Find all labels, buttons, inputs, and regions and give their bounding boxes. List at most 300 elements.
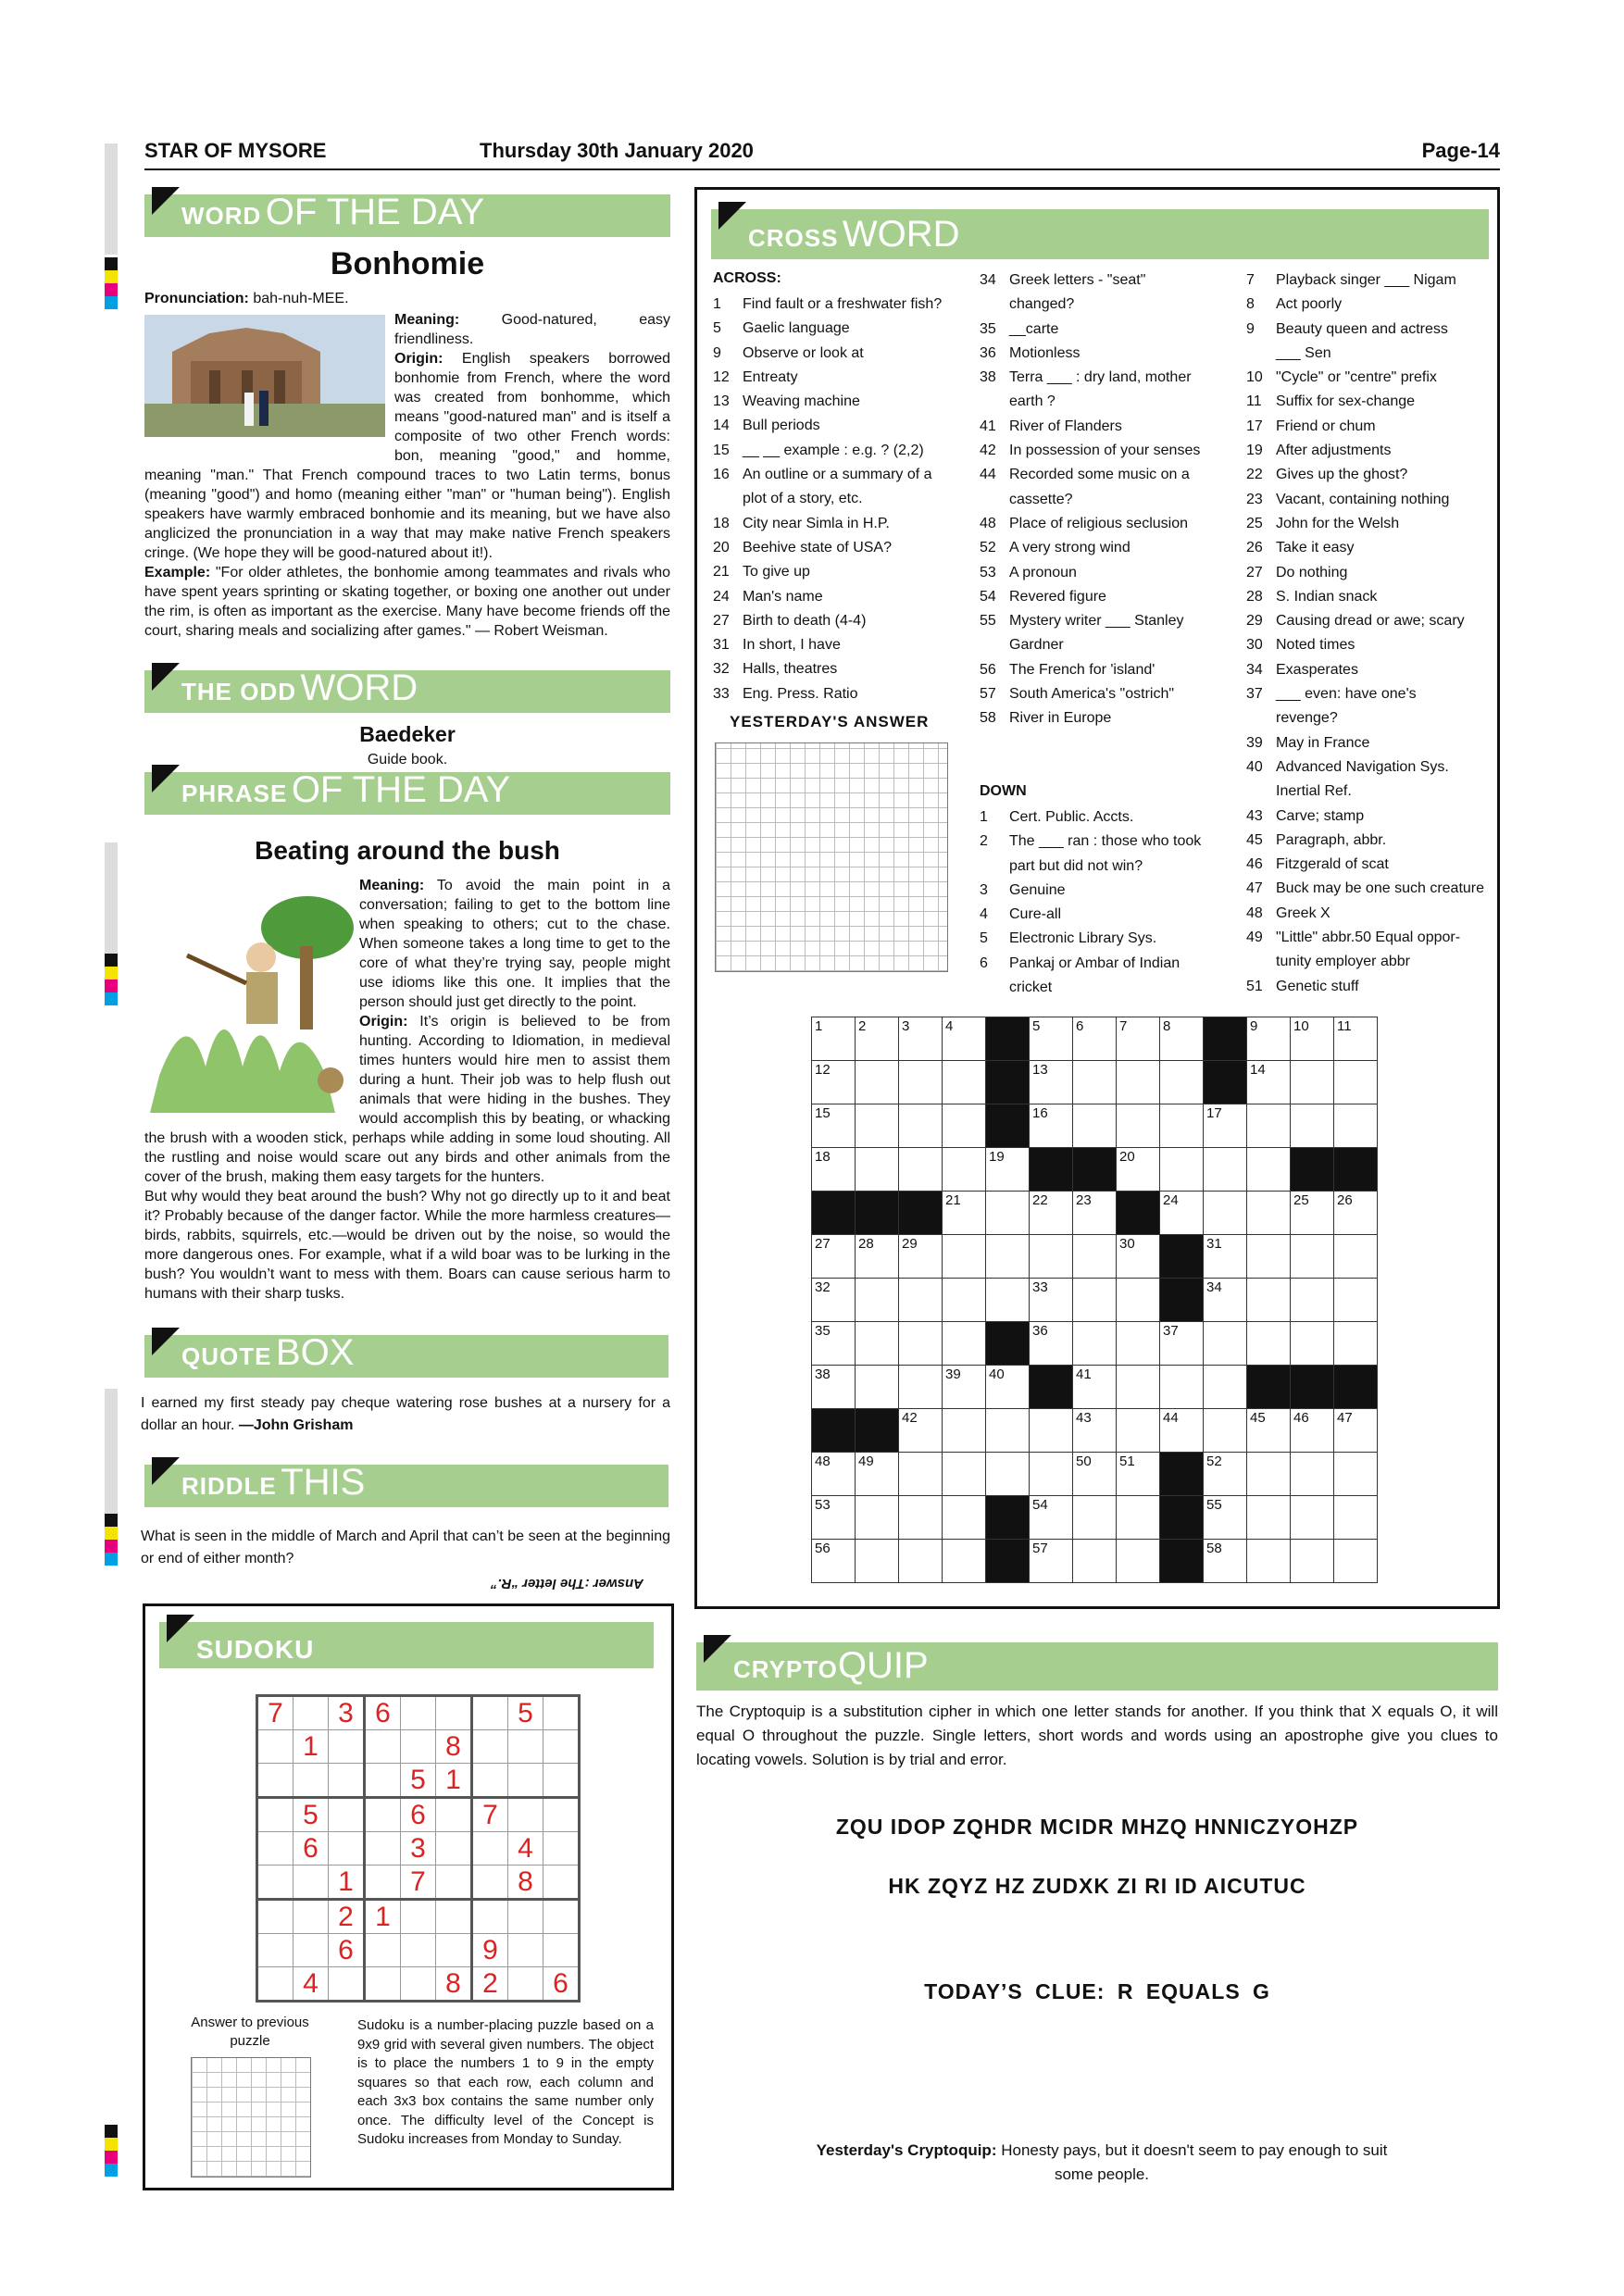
crossword-cell[interactable] (986, 1409, 1030, 1453)
riddle-heading (144, 1462, 668, 1507)
crossword-cell[interactable] (1030, 1235, 1073, 1279)
clue-number: 37 (1246, 686, 1263, 703)
clue-number: 47 (1246, 880, 1263, 897)
crossword-grid (811, 1017, 1378, 1583)
sudoku-cell[interactable]: 5 (401, 1764, 436, 1798)
crossword-cell[interactable] (1030, 1496, 1073, 1540)
sudoku-cell[interactable] (401, 1967, 436, 2002)
sudoku-cell[interactable]: 3 (401, 1832, 436, 1866)
sudoku-cell[interactable] (436, 1798, 472, 1832)
clue-text: Playback singer ___ Nigam (1276, 272, 1456, 288)
crossword-cell[interactable] (899, 1496, 943, 1540)
clue-item (713, 390, 961, 414)
sudoku-cell[interactable] (508, 1900, 543, 1934)
clue-item (713, 463, 961, 487)
crossword-cell[interactable] (986, 1235, 1030, 1279)
sudoku-cell[interactable]: 5 (508, 1696, 543, 1730)
crossword-cell[interactable] (1247, 1061, 1291, 1104)
clue-item (980, 293, 1235, 317)
crossword-cell[interactable] (1204, 1235, 1247, 1279)
cell-number: 23 (1076, 1192, 1092, 1208)
sudoku-row (257, 1696, 580, 1730)
crossword-cell[interactable] (1334, 1235, 1378, 1279)
crossword-cell[interactable] (1160, 1061, 1204, 1104)
sudoku-cell[interactable]: 7 (472, 1798, 508, 1832)
crossword-cell[interactable] (812, 1017, 856, 1061)
sudoku-cell[interactable]: 2 (472, 1967, 508, 2002)
crossword-cell[interactable] (1160, 1322, 1204, 1366)
sudoku-cell[interactable] (365, 1764, 401, 1798)
crossword-cell[interactable] (1073, 1235, 1117, 1279)
sudoku-cell[interactable] (508, 1934, 543, 1967)
sudoku-cell[interactable] (436, 1934, 472, 1967)
crossword-cell[interactable] (1334, 1409, 1378, 1453)
crossword-cell[interactable] (1247, 1104, 1291, 1148)
crossword-cell[interactable] (1247, 1453, 1291, 1496)
crossword-cell[interactable] (812, 1322, 856, 1366)
crossword-cell[interactable] (812, 1540, 856, 1583)
phrase-origin: It’s origin is believed to be from hunting. According to Idiomation, in medieval times hunters would hire men to assist them during a hunt. Their job was to help flush out animals that were hiding in the bushes. They would accomplish this by beating, or whacking the brush with a wooden stick, perhaps while adding in some loud shouting. All the rustling and noise would scare out any birds and other animals from the cover of the brush, making them easy targets for the hunters. (144, 1014, 670, 1185)
sudoku-cell[interactable] (257, 1967, 294, 2002)
sudoku-cell[interactable] (329, 1764, 365, 1798)
crossword-cell[interactable] (856, 1322, 899, 1366)
crossword-cell[interactable] (1160, 1192, 1204, 1235)
sudoku-cell[interactable] (472, 1696, 508, 1730)
sudoku-cell[interactable]: 4 (508, 1832, 543, 1866)
crossword-cell[interactable] (1117, 1322, 1160, 1366)
word-of-day-heading (144, 194, 670, 237)
crossword-cell[interactable] (943, 1017, 986, 1061)
sudoku-cell[interactable] (472, 1866, 508, 1900)
crossword-cell[interactable] (899, 1453, 943, 1496)
cell-number: 44 (1163, 1410, 1179, 1426)
clue-text: Do nothing (1276, 564, 1348, 580)
crossword-cell[interactable] (943, 1148, 986, 1192)
clue-number: 45 (1246, 831, 1263, 848)
cell-number: 54 (1032, 1497, 1048, 1513)
clue-text: Halls, theatres (743, 661, 838, 678)
crossword-cell[interactable] (856, 1017, 899, 1061)
sudoku-cell[interactable] (436, 1866, 472, 1900)
sudoku-cell[interactable]: 1 (365, 1900, 401, 1934)
crossword-cell[interactable] (986, 1148, 1030, 1192)
heading-large: BOX (275, 1332, 355, 1373)
crossword-cell[interactable] (856, 1496, 899, 1540)
sudoku-cell[interactable] (508, 1967, 543, 2002)
sudoku-cell[interactable] (472, 1900, 508, 1934)
clue-text: John for the Welsh (1276, 515, 1400, 531)
cell-number: 35 (815, 1323, 831, 1339)
sudoku-cell[interactable] (508, 1764, 543, 1798)
clue-text: Recorded some music on a (1009, 467, 1190, 483)
crossword-cell[interactable] (1204, 1540, 1247, 1583)
sudoku-cell[interactable] (436, 1696, 472, 1730)
crossword-cell[interactable] (1117, 1104, 1160, 1148)
crossword-cell[interactable] (1334, 1496, 1378, 1540)
clue-item (980, 366, 1235, 390)
crossword-cell[interactable] (1073, 1279, 1117, 1322)
sudoku-cell[interactable]: 7 (257, 1696, 294, 1730)
crossword-cell[interactable] (943, 1322, 986, 1366)
cell-number: 41 (1076, 1366, 1092, 1382)
crossword-cell[interactable] (1160, 1104, 1204, 1148)
crossword-cell[interactable] (943, 1366, 986, 1409)
crossword-cell[interactable] (899, 1540, 943, 1583)
crossword-cell[interactable] (899, 1104, 943, 1148)
crossword-cell[interactable] (1073, 1322, 1117, 1366)
crossword-cell[interactable] (1334, 1017, 1378, 1061)
crossword-cell[interactable] (1030, 1192, 1073, 1235)
clue-text: Carve; stamp (1276, 807, 1365, 824)
cryptoquip-heading (696, 1642, 1498, 1691)
crossword-cell[interactable] (1073, 1017, 1117, 1061)
crossword-cell[interactable] (1291, 1061, 1334, 1104)
sudoku-cell[interactable] (543, 1798, 580, 1832)
crossword-cell[interactable] (1334, 1279, 1378, 1322)
sudoku-cell[interactable]: 8 (436, 1967, 472, 2002)
crossword-cell[interactable] (812, 1148, 856, 1192)
clues-col1 (713, 293, 961, 706)
crossword-cell[interactable] (899, 1235, 943, 1279)
crossword-cell[interactable] (1291, 1104, 1334, 1148)
sudoku-cell[interactable]: 6 (401, 1798, 436, 1832)
crossword-cell[interactable] (1247, 1496, 1291, 1540)
crossword-cell[interactable] (856, 1453, 899, 1496)
sudoku-cell[interactable]: 5 (294, 1798, 329, 1832)
crossword-cell[interactable] (1204, 1148, 1247, 1192)
crossword-cell[interactable] (856, 1104, 899, 1148)
crossword-cell[interactable] (899, 1322, 943, 1366)
crossword-cell[interactable] (1204, 1453, 1247, 1496)
crossword-cell[interactable] (856, 1279, 899, 1322)
crossword-row (812, 1322, 1378, 1366)
clue-text: South America's "ostrich" (1009, 686, 1175, 703)
clue-item (1246, 755, 1493, 780)
crossword-cell[interactable] (1117, 1366, 1160, 1409)
sudoku-cell[interactable] (294, 1900, 329, 1934)
clue-item (980, 706, 1235, 730)
clue-item (980, 879, 1235, 903)
crossword-cell[interactable] (943, 1061, 986, 1104)
crossword-cell[interactable] (1247, 1017, 1291, 1061)
crossword-cell[interactable] (1030, 1061, 1073, 1104)
crossword-cell[interactable] (1117, 1496, 1160, 1540)
crossword-cell[interactable] (1291, 1279, 1334, 1322)
sudoku-cell[interactable]: 4 (294, 1967, 329, 2002)
crossword-cell[interactable] (1334, 1540, 1378, 1583)
crossword-cell[interactable] (856, 1148, 899, 1192)
crossword-cell[interactable] (812, 1366, 856, 1409)
crossword-cell[interactable] (1030, 1279, 1073, 1322)
crossword-cell[interactable] (899, 1061, 943, 1104)
crossword-row (812, 1540, 1378, 1583)
down-title: DOWN (980, 783, 1027, 799)
sudoku-cell[interactable] (436, 1832, 472, 1866)
sudoku-cell[interactable] (543, 1934, 580, 1967)
sudoku-cell[interactable]: 6 (294, 1832, 329, 1866)
crossword-cell[interactable] (899, 1017, 943, 1061)
crossword-cell[interactable] (1204, 1409, 1247, 1453)
sudoku-cell[interactable]: 3 (329, 1696, 365, 1730)
clue-item (980, 633, 1235, 657)
sudoku-cell[interactable]: 6 (365, 1696, 401, 1730)
crossword-cell[interactable] (1291, 1453, 1334, 1496)
clue-number: 44 (980, 467, 996, 483)
crossword-cell[interactable] (1291, 1496, 1334, 1540)
crossword-cell[interactable] (943, 1192, 986, 1235)
clue-item (713, 487, 961, 511)
sudoku-cell[interactable] (365, 1832, 401, 1866)
cell-number: 56 (815, 1541, 831, 1556)
crossword-cell[interactable] (943, 1104, 986, 1148)
crossword-cell[interactable] (1160, 1409, 1204, 1453)
sudoku-cell[interactable] (472, 1730, 508, 1764)
clue-text: "Little" abbr.50 Equal oppor- (1276, 930, 1461, 946)
crossword-cell[interactable] (1030, 1409, 1073, 1453)
clue-item (1246, 853, 1493, 877)
clue-item (980, 927, 1235, 951)
crossword-cell[interactable] (1160, 1017, 1204, 1061)
odd-word-heading (144, 670, 670, 713)
crossword-cell[interactable] (1247, 1540, 1291, 1583)
clue-text: May in France (1276, 734, 1370, 751)
sudoku-cell[interactable]: 6 (543, 1967, 580, 2002)
clue-text: Birth to death (4-4) (743, 612, 867, 629)
cell-number: 24 (1163, 1192, 1179, 1208)
crossword-cell[interactable] (943, 1409, 986, 1453)
crossword-cell[interactable] (1247, 1148, 1291, 1192)
sudoku-cell[interactable] (294, 1764, 329, 1798)
crossword-cell[interactable] (986, 1366, 1030, 1409)
sudoku-cell[interactable]: 2 (329, 1900, 365, 1934)
crossword-cell[interactable] (1247, 1279, 1291, 1322)
sudoku-cell[interactable]: 8 (508, 1866, 543, 1900)
clue-item (980, 488, 1235, 512)
crossword-cell[interactable] (1117, 1453, 1160, 1496)
crossword-cell[interactable] (986, 1279, 1030, 1322)
crossword-cell[interactable] (1247, 1322, 1291, 1366)
crossword-cell[interactable] (1291, 1017, 1334, 1061)
sudoku-cell[interactable] (543, 1866, 580, 1900)
crossword-row (812, 1279, 1378, 1322)
sudoku-cell[interactable]: 1 (294, 1730, 329, 1764)
crossword-cell[interactable] (1117, 1017, 1160, 1061)
crossword-cell[interactable] (1073, 1192, 1117, 1235)
cell-number: 33 (1032, 1279, 1048, 1295)
clue-text: A pronoun (1009, 564, 1077, 580)
crossword-cell[interactable] (1334, 1061, 1378, 1104)
clue-item (1246, 902, 1493, 926)
crossword-cell[interactable] (1073, 1496, 1117, 1540)
crossword-cell[interactable] (899, 1409, 943, 1453)
crossword-cell[interactable] (1117, 1540, 1160, 1583)
crossword-cell[interactable] (812, 1235, 856, 1279)
crossword-cell[interactable] (856, 1540, 899, 1583)
sudoku-cell[interactable] (508, 1798, 543, 1832)
sudoku-cell[interactable] (294, 1934, 329, 1967)
clue-number: 56 (980, 661, 996, 678)
clue-number: 48 (980, 515, 996, 531)
crossword-cell[interactable] (1073, 1061, 1117, 1104)
clue-number: 57 (980, 686, 996, 703)
crossword-cell[interactable] (1334, 1104, 1378, 1148)
crossword-cell[interactable] (899, 1366, 943, 1409)
crossword-cell[interactable] (899, 1279, 943, 1322)
crossword-cell[interactable] (856, 1061, 899, 1104)
sudoku-cell[interactable] (294, 1696, 329, 1730)
cell-number: 2 (858, 1018, 867, 1034)
sudoku-cell[interactable] (365, 1967, 401, 2002)
sudoku-cell[interactable] (257, 1730, 294, 1764)
registration-marks-4 (105, 2125, 118, 2177)
crossword-cell[interactable] (1291, 1192, 1334, 1235)
sudoku-cell[interactable] (257, 1866, 294, 1900)
sudoku-cell[interactable] (365, 1798, 401, 1832)
crossword-cell[interactable] (1204, 1104, 1247, 1148)
sudoku-cell[interactable] (401, 1730, 436, 1764)
sudoku-cell[interactable] (365, 1934, 401, 1967)
crossword-cell[interactable] (1073, 1453, 1117, 1496)
clue-item (713, 536, 961, 560)
sudoku-cell[interactable] (543, 1900, 580, 1934)
crossword-cell[interactable] (943, 1496, 986, 1540)
sudoku-cell[interactable] (257, 1900, 294, 1934)
sudoku-cell[interactable] (436, 1900, 472, 1934)
sudoku-cell[interactable] (257, 1934, 294, 1967)
crossword-block (1204, 1061, 1247, 1104)
crossword-cell[interactable] (1160, 1148, 1204, 1192)
sudoku-cell[interactable] (543, 1730, 580, 1764)
crossword-cell[interactable] (899, 1148, 943, 1192)
sudoku-cell[interactable] (401, 1696, 436, 1730)
crossword-cell[interactable] (1030, 1540, 1073, 1583)
clue-item (1246, 561, 1493, 585)
crossword-cell[interactable] (856, 1235, 899, 1279)
clue-number: 53 (980, 564, 996, 580)
cryptoquip-line2: HK ZQYZ HZ ZUDXK ZI RI ID AICUTUC (888, 1874, 1306, 1898)
riddle-answer: Answer :The letter “R.” (491, 1576, 644, 1591)
crossword-block (1160, 1453, 1204, 1496)
crossword-cell[interactable] (943, 1235, 986, 1279)
sudoku-cell[interactable] (365, 1866, 401, 1900)
crossword-cell[interactable] (1291, 1409, 1334, 1453)
sudoku-cell[interactable] (329, 1730, 365, 1764)
registration-strip-mid (105, 842, 118, 954)
clue-text: plot of a story, etc. (743, 491, 863, 507)
cell-number: 28 (858, 1236, 874, 1252)
crossword-cell[interactable] (1117, 1279, 1160, 1322)
crossword-cell[interactable] (1247, 1409, 1291, 1453)
sudoku-cell[interactable]: 8 (436, 1730, 472, 1764)
crossword-cell[interactable] (1117, 1061, 1160, 1104)
crossword-cell[interactable] (1117, 1235, 1160, 1279)
crossword-cell[interactable] (812, 1104, 856, 1148)
sudoku-cell[interactable]: 1 (436, 1764, 472, 1798)
sudoku-cell[interactable] (365, 1730, 401, 1764)
clue-item (980, 805, 1235, 830)
crossword-cell[interactable] (986, 1192, 1030, 1235)
clue-number: 27 (1246, 564, 1263, 580)
crossword-cell[interactable] (943, 1279, 986, 1322)
sudoku-cell[interactable] (329, 1967, 365, 2002)
crossword-cell[interactable] (1204, 1322, 1247, 1366)
clue-item (980, 463, 1235, 487)
crossword-cell[interactable] (812, 1496, 856, 1540)
sudoku-cell[interactable] (472, 1832, 508, 1866)
crossword-cell[interactable] (1291, 1322, 1334, 1366)
sudoku-cell[interactable] (543, 1696, 580, 1730)
sudoku-cell[interactable] (257, 1832, 294, 1866)
sudoku-cell[interactable] (543, 1764, 580, 1798)
crossword-cell[interactable] (1291, 1235, 1334, 1279)
sudoku-cell[interactable]: 7 (401, 1866, 436, 1900)
sudoku-cell[interactable]: 9 (472, 1934, 508, 1967)
prev-answer-label: Answer to previous puzzle (191, 2015, 309, 2049)
crossword-cell[interactable] (1030, 1017, 1073, 1061)
crossword-cell[interactable] (1291, 1540, 1334, 1583)
sudoku-cell[interactable] (472, 1764, 508, 1798)
clue-text: revenge? (1276, 710, 1338, 727)
crossword-cell[interactable] (856, 1366, 899, 1409)
sudoku-cell[interactable] (257, 1798, 294, 1832)
clue-number: 55 (980, 613, 996, 630)
crossword-cell[interactable] (1204, 1496, 1247, 1540)
crossword-cell[interactable] (1247, 1192, 1291, 1235)
crossword-block (1160, 1279, 1204, 1322)
crossword-cell[interactable] (1334, 1192, 1378, 1235)
sudoku-cell[interactable]: 6 (329, 1934, 365, 1967)
crossword-cell[interactable] (943, 1453, 986, 1496)
crossword-cell[interactable] (1073, 1366, 1117, 1409)
crossword-cell[interactable] (1204, 1366, 1247, 1409)
crossword-cell[interactable] (1334, 1322, 1378, 1366)
phrase-title: Beating around the bush (255, 836, 560, 865)
crossword-cell[interactable] (1117, 1409, 1160, 1453)
sudoku-cell[interactable] (508, 1730, 543, 1764)
clue-item (1246, 318, 1493, 342)
crossword-row (812, 1192, 1378, 1235)
sudoku-cell[interactable] (329, 1798, 365, 1832)
sudoku-cell[interactable] (329, 1832, 365, 1866)
sudoku-cell[interactable] (543, 1832, 580, 1866)
crossword-cell[interactable] (1073, 1104, 1117, 1148)
crossword-cell[interactable] (943, 1540, 986, 1583)
crossword-cell[interactable] (1334, 1453, 1378, 1496)
crossword-cell[interactable] (1204, 1192, 1247, 1235)
crossword-cell[interactable] (812, 1061, 856, 1104)
sudoku-cell[interactable] (257, 1764, 294, 1798)
crossword-cell[interactable] (1204, 1279, 1247, 1322)
crossword-cell[interactable] (1073, 1409, 1117, 1453)
crossword-cell[interactable] (1247, 1235, 1291, 1279)
crossword-cell[interactable] (1030, 1453, 1073, 1496)
sudoku-cell[interactable] (401, 1934, 436, 1967)
crossword-cell[interactable] (1117, 1148, 1160, 1192)
crossword-cell[interactable] (1030, 1104, 1073, 1148)
cell-number: 8 (1163, 1018, 1171, 1034)
crossword-cell[interactable] (1160, 1366, 1204, 1409)
clue-text: changed? (1009, 296, 1075, 313)
sudoku-cell[interactable] (401, 1900, 436, 1934)
crossword-cell[interactable] (986, 1453, 1030, 1496)
crossword-cell[interactable] (1030, 1322, 1073, 1366)
clue-text: Genuine (1009, 881, 1066, 898)
sudoku-cell[interactable] (294, 1866, 329, 1900)
sudoku-cell[interactable]: 1 (329, 1866, 365, 1900)
crossword-cell[interactable] (812, 1279, 856, 1322)
crossword-cell[interactable] (1073, 1540, 1117, 1583)
crossword-cell[interactable] (812, 1453, 856, 1496)
